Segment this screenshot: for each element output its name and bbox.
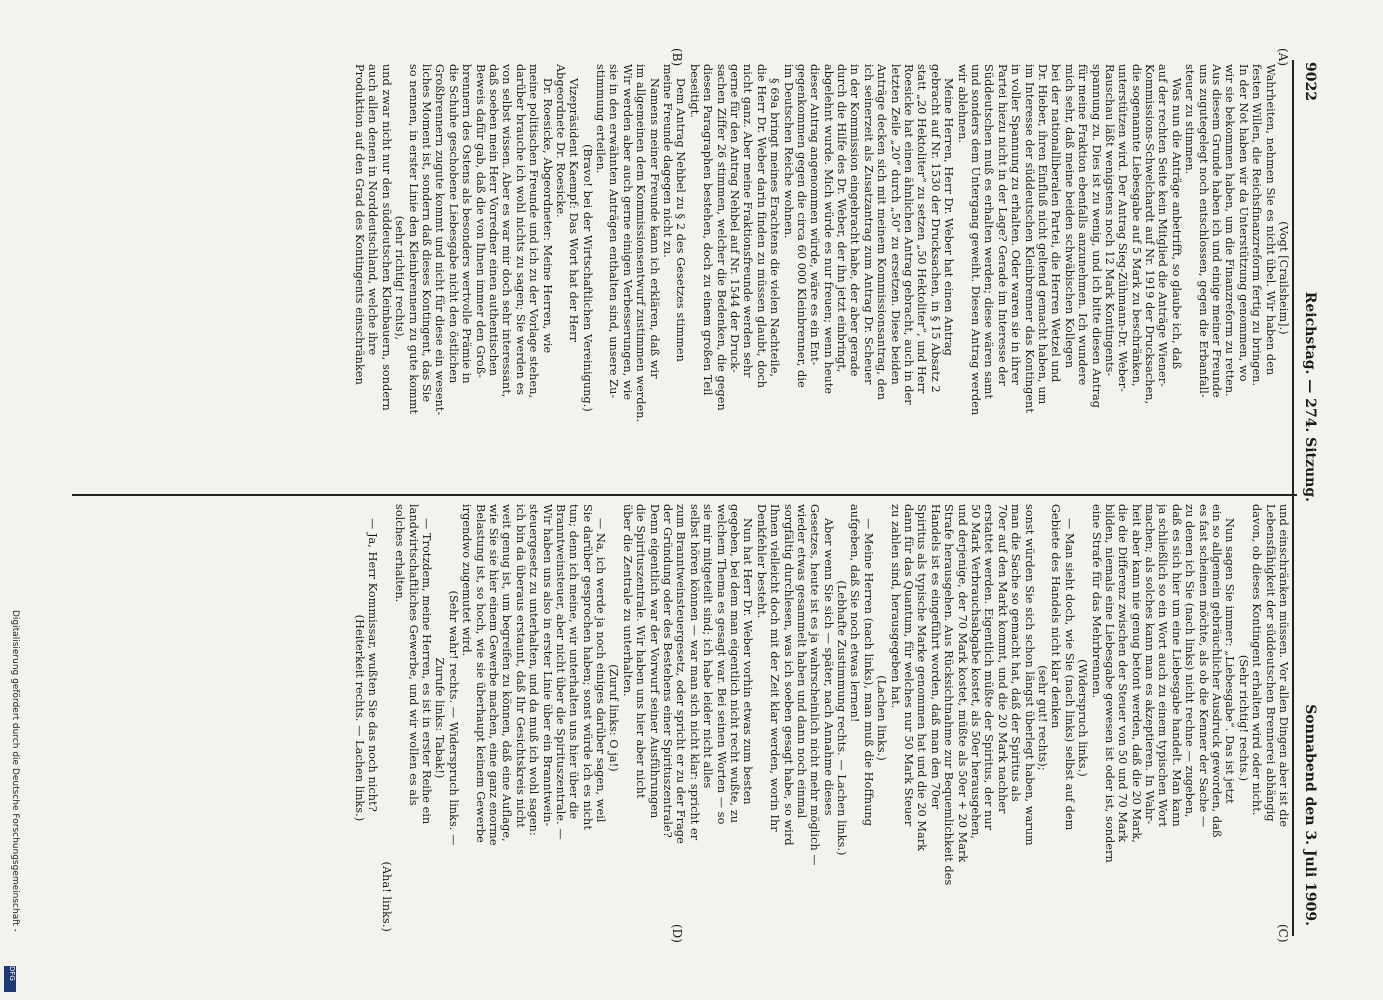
text-line: — Trotzdem, meine Herren, es ist in erster Reihe ein [420,518,433,825]
text-line: Nun hat Herr Dr. Weber vorhin etwas zum besten [741,518,755,805]
text-line: mich sehr, daß meine beiden schwäbischen Kollegen [1062,64,1076,369]
text-line: man die Sache so gemacht hat, daß der Spiritus als [1009,504,1023,802]
text-line: die Schuhe geschobene Liebesgabe nicht den östlichen [446,64,460,384]
text-line: — Na, ich werde ja noch einiges darüber sagen, weil [594,518,608,823]
text-line: (Sehr richtig! rechts.) [1236,654,1250,782]
right-column [353,504,1290,932]
text-line: im Deutschen Reiche wohnen. [781,64,795,239]
text-line: letzten Zeile „20“ durch „50“ zu ersetzen. Diese beiden [888,64,902,385]
text-line: Abgeordnete Dr. Roesicke. [553,64,567,218]
text-line: (Lebhafte Zustimmung rechts. — Lachen links.) [835,580,849,856]
text-line: Gesetzes, heute ist es ja wahrscheinlich nicht mehr möglich — [808,504,822,866]
text-line: Dr. Hieber, ihren Einfluß nicht geltend gemacht haben, um [1035,64,1049,405]
text-line: Dr. Roesicke, Abgeordneter: Meine Herren, wie [540,78,554,354]
text-line: der Gründung oder des Bestehens einer Spirituszentrale? [661,504,675,838]
dfg-logo: DFG [4,966,16,992]
text-line: darüber brauche ich wohl nichts zu sagen; Sie werden es [513,64,527,396]
text-line: dann für das Quantum, für welches nur 50 Mark Steuer [902,504,916,827]
text-line: Aber wenn Sie sich — später, nach Annahme dieses [821,518,835,816]
text-line: Süddeutschen muß es erhalten werden; diese wären samt [982,64,996,400]
margin-letter-c: (C) [1276,924,1290,943]
text-line: die die Differenz zwischen der Steuer von 50 und 70 Mark [1116,504,1130,843]
text-line: zu denen ich Sie (nach links) nicht rechne — zugeben, [1183,504,1197,818]
text-line: die sogenannte Liebesgabe auf 5 Mark zu beschränken, [1129,64,1143,387]
text-line: — Ja, Herr Kommissar, wußten Sie das noch nicht? [366,518,380,812]
text-line: solches erhalten. [393,504,407,603]
text-line: in der Kommission eingebracht habe, der aber gerade [848,64,862,377]
text-line: Lebensfähigkeit der süddeutschen Brennerei abhängig [1263,504,1277,822]
text-line: und einschränken müssen. Vor allen Dingen aber ist die [1277,504,1290,828]
text-line: nicht ganz. Aber meine Fraktionsfreunde werden sehr [741,64,755,378]
text-line: es fast scheinen möchte, als ob die Kenner der Sache — [1196,504,1210,828]
text-line: sie in den erwähnten Anträgen enthalten sind, unsere Zu- [607,64,621,399]
text-line: stimmung erteilen. [594,64,608,174]
text-line: Kommissions-Schwelchardt auf Nr. 1919 der Drucksachen, [1143,64,1157,405]
text-line: die Spirituszentrale. Wir haben uns hier aber nicht [634,504,648,799]
text-line: § 69a bringt meines Erachtens die vielen Nachteile, [768,78,782,378]
text-line: diesen Paragraphen bestehen, doch zu einem großen Teil [701,64,715,396]
text-line: ja schließlich so ein Wort auch zu einem typischen Wort [1156,504,1170,827]
text-line: Wahrheiten, nehmen Sie es nicht übel. Wir haben den [1263,64,1277,376]
text-line: Sie darüber gesprochen haben; sonst würde ich es nicht [580,504,594,830]
text-line: Dem Antrag Nehbel zu § 2 des Gesetzes stimmen [674,78,688,362]
text-line: selbst hören können — war man sich nicht klar: spricht er [687,504,701,841]
text-line: abgelehnt wurde. Mich würde es nur freuen; wenn heute [821,64,835,395]
text-line: von selbst wissen. Aber es war mir doch sehr interessant, [500,64,514,398]
text-line: auch allen denen in Norddeutschland, welche ihre [366,64,380,356]
text-line: Denn eigentlich war der Vorwurf seiner Ausführungen [647,504,661,819]
text-line: liches Moment ist, sondern daß dieses Kontingent, das Sie [420,64,433,403]
text-line: Zurufe links: Tabak!) [433,657,447,779]
text-line: zu zahlen sind, herausgegeben hat. [888,504,902,709]
text-line: statt „20 Hektoliter“ zu setzen „50 Hektoliter“, und Herr [915,64,929,394]
text-line: In der Not haben wir da Unterstützung genommen, wo [1236,64,1250,382]
text-line: für meine Fraktion ebenfalls anzunehmen. Ich wundere [1076,64,1090,386]
text-line: (sehr richtig! rechts), [393,215,407,341]
text-line: Gebiete des Handels nicht klar denken [1049,504,1063,729]
text-line: so nennen, in erster Linie den Kleinbrennern zu gute kommt [406,64,420,415]
text-line: Großbrennern zugute kommt und nicht für diese ein wesent- [433,64,447,416]
text-line: wir ablehnen. [955,64,969,144]
text-line: beseitigt. [687,64,701,119]
text-line: Belastung ist, so hoch, wie sie überhaupt keinem Gewerbe [473,504,487,843]
text-line: gegenkommen gegen die circa 60 000 Kleinbrenner, die [794,64,808,388]
text-line: die Herr Dr. Weber darin finden zu müssen glaubt, doch [754,64,768,389]
text-line: brennern des Ostens als besonders wertvolle Prämie in [460,64,474,384]
text-line: Beweis dafür gab, daß die von Ihnen immer den Groß- [473,64,487,379]
text-line: Produktion auf den Grad des Kontingents einschränken [353,64,367,385]
text-line: Handels ist es eingeführt worden, daß man den 70er [928,504,942,810]
text-line: wir sie bekommen haben, um die Finanzreform zu retten. [1223,64,1237,397]
digitization-note: Digitalisierung gefördert durch die Deutsche Forschungsgemeinschaft - [10,610,20,932]
text-line: Wir werden aber auch gerne einigen Verbesserungen, wie [620,64,634,401]
text-line: Vizepräsident Kaempf: Das Wort hat der Herr [567,78,581,343]
margin-letter-d: (D) [670,924,684,943]
text-line: ich bin da überaus erstaunt, daß Ihr Gesichtskreis nicht [513,504,527,828]
text-line: Meine Herren, Herr Dr. Weber hat einen Antrag [942,78,956,356]
text-line: Denkfehler besteht. [754,504,768,619]
text-line: unterstützen wird. Der Antrag Sieg-Zühmann-Dr. Weber- [1116,64,1130,392]
margin-letter-a: (A) [1276,48,1290,67]
text-line: erstattet werden. Eigentlich müßte der Spiritus, der nur [982,504,996,831]
text-line: Spiritus als typische Marke genommen hat und die 20 Mark [915,504,929,852]
text-line: ich seinerzeit als Zusatzantrag zum Antrag Dr. Scheuer [861,64,875,385]
text-line: steuergesetz zu unterhalten, und da muß ich wohl sagen: [527,504,541,836]
text-line: Wir haben uns also in erster Linie über ein Branntwein- [540,504,554,827]
text-line: ein so allgemein gebräuchlicher Ausdruck geworden, daß [1210,504,1224,838]
text-line: bei der nationalliberalen Partei, die Herren Wetzel und [1049,64,1063,383]
text-line: (Vogt [Crailsheim].) [1277,221,1290,335]
text-line: (Aha! links.) [379,861,393,932]
header-rule [1292,60,1294,936]
text-line: wie Sie sie hier einem Gewerbe machen, eine ganz enorme [486,504,500,846]
text-line: (Sehr wahr! rechts. — Widerspruch links. — [446,590,460,846]
text-line: weit genug ist, um begreifen zu können, daß eine Auflage, [500,504,514,842]
text-line: — Man sieht doch, wie Sie (nach links) selbst auf dem [1062,518,1076,831]
text-line: festen Willen, die Reichsfinanzreform fertig zu bringen. [1250,64,1264,387]
text-line: gebracht auf Nr. 1530 der Drucksachen, in § 15 Absatz 2 [928,64,942,393]
text-line: sachen Ziffer 26 stimmen, welcher die Bedenken, die gegen [714,64,728,411]
text-line: (Lachen links.) [875,675,889,761]
column-divider [72,494,1297,496]
text-line: eine Strafe für das Mehrbrennen. [1089,504,1103,699]
text-line: meine politischen Freunde und ich zu der Vorlage stehen, [527,64,541,399]
text-line: und sonders dem Untergang geweiht. Diesen Antrag werden [969,64,983,416]
text-line: tun; denn ich meine, wir unterhalten uns hier über die [567,504,581,820]
text-line: 70er auf den Markt kommt, und die 20 Mark nachher [995,504,1009,814]
text-line: sie mir mitgeteilt sind; ich habe leider nicht alles [701,504,715,789]
text-line: sonst würden Sie sich schon längst überlegt haben, warum [1022,504,1036,846]
text-line: landwirtschaftliches Gewerbe, und wir wollen es als [406,504,420,806]
text-line: Ihnen vielleicht doch mit der Zeit klar werden, worin Ihr [768,504,782,832]
left-column [353,64,1290,492]
margin-letter-b: (B) [670,48,684,67]
text-line: Strafe herausgehen. Aus Rücksichtnahme zur Bequemlichkeit des [942,504,956,886]
text-line: auf der rechten Seite kein Mitglied die Anträge Wiener- [1156,64,1170,388]
text-line: (Zuruf links: O ja!) [607,664,621,772]
text-line: uns zugutegelegt noch entschlossen, gegen die Erbanfall- [1196,64,1210,398]
text-line: machen; als solches kann man es akzeptieren. In Wahr- [1143,504,1157,825]
text-line: daß soeben mein Herr Vorredner einen authentischen [486,64,500,376]
text-line: Nun sagen Sie immer: „Liebesgabe“. Das ist jetzt [1223,518,1237,804]
text-line: (Bravo! bei der Wirtschaftlichen Vereinigung.) [580,144,594,412]
text-line: meine Freunde dagegen nicht zu. [661,64,675,258]
text-line: aufgeben, daß Sie noch etwas lernen! [848,504,862,723]
text-line: davon, ob dieses Kontingent erhalten wird oder nicht. [1250,504,1264,816]
text-line: Was nun die Anträge anbetrifft, so glaube ich, daß [1169,78,1183,370]
text-line: Aus diesem Grunde haben ich und einige meiner Freunde [1210,64,1224,398]
text-line: gerne für den Antrag Nehbel auf Nr. 1544 der Druck- [727,64,741,373]
text-line: bilden, niemals eine Liebesgabe gewesen ist oder ist, sondern [1102,504,1116,863]
text-line: Branntweinsteuer, aber nicht über die Spirituszentrale. — [553,504,567,840]
text-line: daß es sich hier um eine Liebesgabe handelt. Man kann [1169,504,1183,827]
text-line: steuer zu stimmen. [1183,64,1197,175]
text-line: heit aber kann nie genug betont werden, daß die 20 Mark, [1129,504,1143,843]
text-line: Namens meiner Freunde kann ich erklären, daß wir [647,78,661,379]
text-line: wieder etwas gesammelt haben und dann noch einmal [794,504,808,819]
text-line: irgendwo zugemutet wird. [460,504,474,657]
page-number: 9022 [1302,62,1318,101]
text-line: spannung zu. Dies ist zu wenig, und ich bitte diesen Antrag [1089,64,1103,409]
text-line: durch die Hilfe des Dr. Weber, der ihn jetzt einbringt, [835,64,849,373]
text-line: im allgemeinen dem Kommissionsentwurf zustimmen werden. [634,64,648,423]
running-title: Reichstag. — 274. Sitzung. [1302,291,1318,502]
text-line: zum Branntweinsteuergesetz, oder spricht er zu der Frage [674,504,688,844]
text-line: in voller Spannung zu erhalten. Oder waren sie in ihrer [1009,64,1023,385]
text-line: Anträge decken sich mit meinem Kommissionsantrag, den [875,64,889,401]
text-line: und zwar nicht nur den süddeutschen Kleinbauern, sondern [379,64,393,411]
text-line: — Meine Herren (nach links), man muß die Hoffnung [861,518,875,827]
text-line: (Widerspruch links.) [1076,659,1090,777]
text-line: (Heiterkeit rechts. — Lachen links.) [353,614,367,822]
text-line: dieser Antrag angenommen würde, wäre es ein Ent- [808,64,822,366]
text-line: Rauschau läßt wenigstens noch 12 Mark Kontingents- [1102,64,1116,377]
text-line: und derjenige, der 70 Mark kostet, müßte als 50er + 20 Mark [955,504,969,863]
text-line: Partei hiezu nicht in der Lage? Gerade im Interesse der [995,64,1009,386]
page-date: Sonnabend den 3. Juli 1909. [1302,704,1318,926]
text-line: sorgfältig durchlesen, was ich soeben gesagt habe, so wird [781,504,795,846]
text-line: Roesicke hat einen ähnlichen Antrag gebracht, auch in der [902,64,916,405]
text-line: im Interesse der süddeutschen Kleinbrenner das Kontingent [1022,64,1036,413]
text-line: 50 Mark Verbrauchsabgabe kostet, als 50er herausgehen, [969,504,983,840]
text-line: gegeben, bei dem man eigentlich nicht recht wußte, zu [727,504,741,824]
text-line: (sehr gut! rechts); [1035,665,1049,771]
text-line: über die Zentrale zu unterhalten. [620,504,634,697]
text-line: welchem Thema es gesagt war. Bei seinen Worten — so [714,504,728,825]
